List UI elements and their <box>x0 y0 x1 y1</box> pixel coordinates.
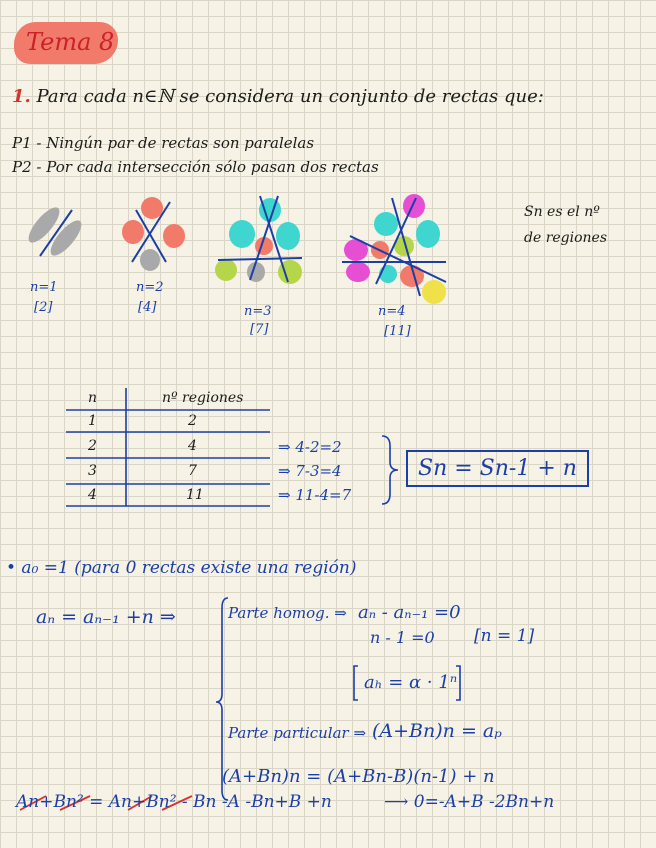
property-p2: P2 - Por cada intersección sólo pasan dos rectas <box>12 158 379 176</box>
expansion-left: An+Bn² = An+Bn² - Bn -A -Bn+B +n <box>16 792 332 812</box>
characteristic-equation: n - 1 =0 <box>370 628 435 647</box>
case-n1-label: n=1 <box>30 280 58 295</box>
brace-differences <box>382 436 398 504</box>
expansion-right: ⟶ 0=-A+B -2Bn+n <box>384 792 555 812</box>
case-n2-regions: [4] <box>138 300 157 315</box>
table-cell: 11 <box>186 487 204 503</box>
homog-solution: aₕ = α · 1ⁿ <box>364 672 458 693</box>
initial-condition: • a₀ =1 (para 0 rectas existe una región) <box>6 558 357 578</box>
exercise-number: 1. <box>12 86 31 107</box>
case-n1-regions: [2] <box>34 300 53 315</box>
homog-label: Parte homog. ⇒ <box>228 604 347 622</box>
table-header-n: n <box>88 390 98 406</box>
table-cell: 4 <box>88 487 97 503</box>
table-cell: 4 <box>188 438 197 454</box>
homog-equation: aₙ - aₙ₋₁ =0 <box>358 602 461 623</box>
table-cell: 2 <box>188 413 197 429</box>
difference-3: ⇒ 11-4=7 <box>278 486 352 504</box>
side-note-line-2: de regiones <box>524 230 608 246</box>
substitution-equation: (A+Bn)n = (A+Bn-B)(n-1) + n <box>222 766 495 787</box>
case-n2-label: n=2 <box>136 280 164 295</box>
difference-1: ⇒ 4-2=2 <box>278 438 342 456</box>
table-header-regions: nº regiones <box>162 390 244 406</box>
page-title: Tema 8 <box>26 28 115 56</box>
table-cell: 1 <box>88 413 97 429</box>
recurrence-box: Sn = Sn-1 + n <box>406 450 589 487</box>
arrangement-n4 <box>342 194 446 304</box>
table-cell: 2 <box>88 438 97 454</box>
side-note-line-1: Sn es el nº <box>524 204 600 220</box>
case-n4-label: n=4 <box>378 304 406 319</box>
case-n4-regions: [11] <box>384 324 411 339</box>
particular-equation: (A+Bn)n = aₚ <box>372 720 502 742</box>
case-n3-regions: [7] <box>250 322 269 337</box>
characteristic-root: [n = 1] <box>474 626 535 646</box>
arrangement-n3 <box>215 196 302 284</box>
exercise-text: Para cada n∈ℕ se considera un conjunto de rectas que: <box>36 86 544 107</box>
recurrence-equation: aₙ = aₙ₋₁ +n ⇒ <box>36 606 176 628</box>
table-cell: 3 <box>88 463 97 479</box>
table-cell: 7 <box>188 463 197 479</box>
arrangement-n2 <box>122 197 185 271</box>
arrangement-n1 <box>24 203 87 260</box>
difference-2: ⇒ 7-3=4 <box>278 462 342 480</box>
case-n3-label: n=3 <box>244 304 272 319</box>
property-p1: P1 - Ningún par de rectas son paralelas <box>12 134 315 152</box>
particular-label: Parte particular ⇒ <box>228 724 367 742</box>
